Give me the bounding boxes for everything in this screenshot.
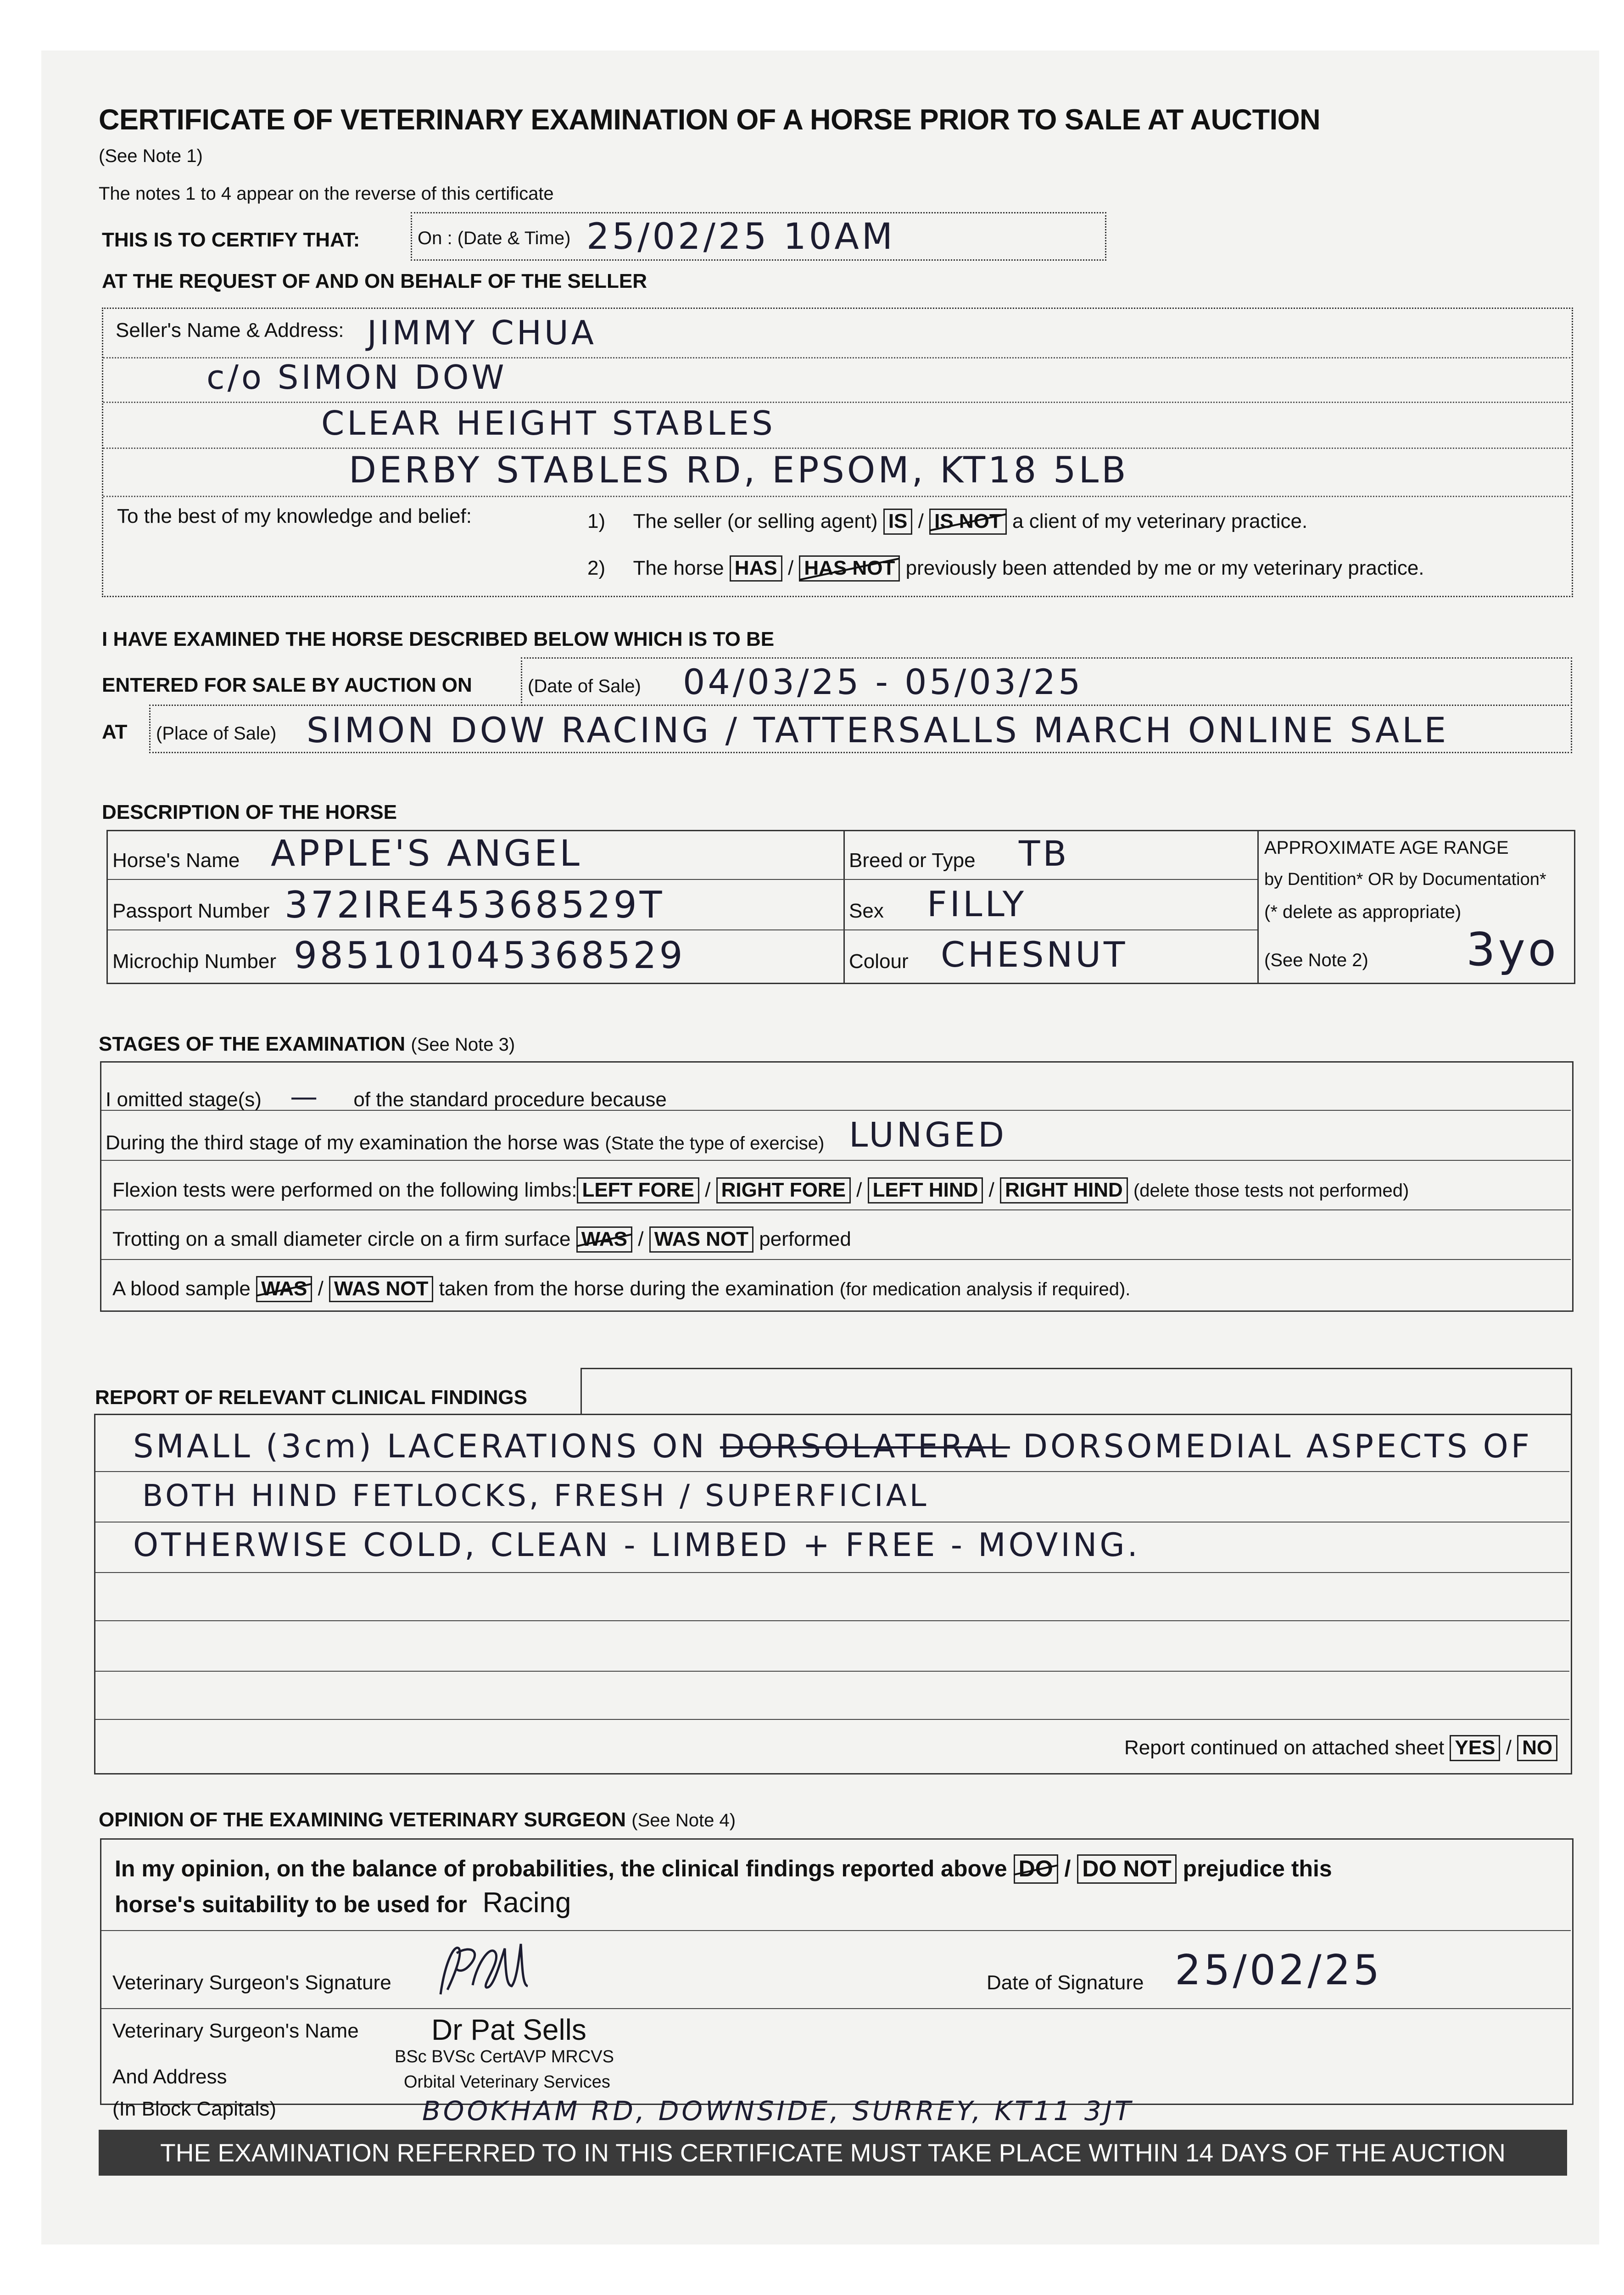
seller-line-3[interactable]: CLEAR HEIGHT STABLES: [321, 404, 776, 442]
blood-was[interactable]: WAS: [256, 1276, 312, 1302]
report-continued: Report continued on attached sheet YES / NO: [1124, 1735, 1557, 1761]
sale-place-box[interactable]: [149, 705, 1572, 753]
entered-label: ENTERED FOR SALE BY AUCTION ON: [102, 674, 472, 696]
on-date-label: On : (Date & Time): [418, 228, 571, 248]
option-has-not[interactable]: HAS NOT: [799, 555, 900, 582]
request-line: AT THE REQUEST OF AND ON BEHALF OF THE SELLER: [102, 270, 647, 292]
opinion-text-line-1: In my opinion, on the balance of probabilities, the clinical findings reported above DO / DO NOT prejudice this: [115, 1854, 1332, 1884]
report-continued-no[interactable]: NO: [1517, 1735, 1557, 1761]
date-of-signature-label: Date of Signature: [987, 1971, 1144, 1994]
seller-label: Seller's Name & Address:: [116, 319, 344, 341]
horse-name-label: Horse's Name: [112, 849, 240, 872]
age-value[interactable]: 3yo: [1466, 923, 1559, 976]
option-is-not[interactable]: IS NOT: [929, 509, 1007, 535]
sale-place-value: SIMON DOW RACING / TATTERSALLS MARCH ONLINE SALE: [307, 710, 1449, 750]
option-is[interactable]: IS: [883, 509, 913, 535]
certificate-title: CERTIFICATE OF VETERINARY EXAMINATION OF A HORSE PRIOR TO SALE AT AUCTION: [99, 104, 1321, 136]
breed-value[interactable]: TB: [1019, 833, 1070, 874]
blood-row: A blood sample WAS / WAS NOT taken from the horse during the examination (for medication analysis if required).: [112, 1276, 1130, 1302]
age-heading: APPROXIMATE AGE RANGE: [1264, 838, 1509, 858]
colour-label: Colour: [849, 950, 909, 973]
passport-label: Passport Number: [112, 900, 270, 922]
sale-place-label: (Place of Sale): [156, 723, 277, 744]
vet-address-label: And Address: [112, 2066, 227, 2088]
block-capitals-label: (In Block Capitals): [112, 2098, 277, 2120]
signature-label: Veterinary Surgeon's Signature: [112, 1971, 391, 1994]
flexion-right-fore[interactable]: RIGHT FORE: [716, 1177, 851, 1203]
date-of-signature-value[interactable]: 25/02/25: [1175, 1946, 1383, 1994]
third-stage-value[interactable]: LUNGED: [849, 1115, 1007, 1155]
sex-label: Sex: [849, 900, 884, 922]
flexion-left-fore[interactable]: LEFT FORE: [577, 1177, 699, 1203]
microchip-label: Microchip Number: [112, 950, 276, 973]
sale-date-value: 04/03/25 - 05/03/25: [683, 661, 1083, 702]
vet-name-value[interactable]: Dr Pat Sells: [431, 2013, 586, 2046]
examined-line: I HAVE EXAMINED THE HORSE DESCRIBED BELOW WHICH IS TO BE: [102, 628, 775, 650]
footer-banner: THE EXAMINATION REFERRED TO IN THIS CERTIFICATE MUST TAKE PLACE WITHIN 14 DAYS OF THE AUCTION: [99, 2130, 1567, 2176]
report-continued-yes[interactable]: YES: [1450, 1735, 1500, 1761]
stages-heading: STAGES OF THE EXAMINATION (See Note 3): [99, 1033, 515, 1055]
opinion-heading: OPINION OF THE EXAMINING VETERINARY SURGEON (See Note 4): [99, 1808, 736, 1831]
opinion-do[interactable]: DO: [1014, 1854, 1058, 1884]
statement-seller: 1) The seller (or selling agent) IS / IS NOT a client of my veterinary practice.: [587, 509, 1307, 535]
passport-value[interactable]: 372IRE45368529T: [285, 884, 665, 926]
seller-line-2[interactable]: c/o SIMON DOW: [206, 358, 507, 397]
age-delete-note: (* delete as appropriate): [1264, 902, 1462, 922]
report-line-2[interactable]: BOTH HIND FETLOCKS, FRESH / SUPERFICIAL: [142, 1478, 929, 1513]
omitted-value[interactable]: —: [290, 1081, 321, 1113]
third-stage-row: During the third stage of my examination the horse was (State the type of exercise): [106, 1131, 825, 1154]
description-heading: DESCRIPTION OF THE HORSE: [102, 801, 397, 823]
age-see-note: (See Note 2): [1264, 950, 1368, 970]
opinion-text-line-2: horse's suitability to be used for Racing: [115, 1887, 571, 1919]
statement-horse: 2) The horse HAS / HAS NOT previously been attended by me or my veterinary practice.: [587, 555, 1424, 582]
seller-line-1[interactable]: JIMMY CHUA: [367, 313, 597, 352]
trotting-was-not[interactable]: WAS NOT: [649, 1226, 753, 1253]
report-heading-box: [580, 1368, 1572, 1415]
breed-label: Breed or Type: [849, 849, 976, 872]
vet-name-label: Veterinary Surgeon's Name: [112, 2020, 359, 2042]
on-date-value: 25/02/25 10AM: [586, 216, 896, 257]
signature-image: [431, 1935, 532, 2004]
age-by: by Dentition* OR by Documentation*: [1264, 870, 1546, 889]
report-struck-word: DORSOLATERAL: [720, 1427, 1010, 1465]
omitted-row: I omitted stage(s) — of the standard procedure because: [106, 1081, 667, 1113]
option-has[interactable]: HAS: [730, 555, 782, 582]
sex-value[interactable]: FILLY: [927, 884, 1027, 924]
report-box: [94, 1414, 1572, 1774]
seller-line-4[interactable]: DERBY STABLES RD, EPSOM, KT18 5LB: [349, 450, 1129, 491]
report-line-3[interactable]: OTHERWISE COLD, CLEAN - LIMBED + FREE - MOVING.: [133, 1526, 1140, 1564]
vet-address-value[interactable]: BOOKHAM RD, DOWNSIDE, SURREY, KT11 3JT: [422, 2095, 1134, 2127]
notes-line: The notes 1 to 4 appear on the reverse of this certificate: [99, 184, 554, 204]
vet-practice: Orbital Veterinary Services: [404, 2072, 610, 2092]
opinion-use-value[interactable]: Racing: [482, 1887, 571, 1919]
microchip-value[interactable]: 985101045368529: [294, 934, 686, 977]
colour-value[interactable]: CHESNUT: [941, 934, 1128, 975]
trotting-row: Trotting on a small diameter circle on a firm surface WAS / WAS NOT performed: [112, 1226, 851, 1253]
on-date-box[interactable]: [411, 212, 1106, 261]
at-label: AT: [102, 721, 128, 743]
report-line-1[interactable]: SMALL (3cm) LACERATIONS ON DORSOLATERAL DORSOMEDIAL ASPECTS OF: [133, 1427, 1533, 1465]
see-note-1: (See Note 1): [99, 146, 203, 166]
certify-label: THIS IS TO CERTIFY THAT:: [102, 229, 360, 251]
opinion-do-not[interactable]: DO NOT: [1077, 1854, 1176, 1884]
flexion-row: Flexion tests were performed on the following limbs: LEFT FORE / RIGHT FORE / LEFT HIND / RIGHT HIND (delete those tests not performed): [112, 1177, 1409, 1203]
horse-name-value[interactable]: APPLE'S ANGEL: [271, 833, 582, 874]
sale-date-box[interactable]: [521, 657, 1572, 706]
flexion-right-hind[interactable]: RIGHT HIND: [1000, 1177, 1128, 1203]
report-heading: REPORT OF RELEVANT CLINICAL FINDINGS: [95, 1386, 527, 1409]
vet-qualifications: BSc BVSc CertAVP MRCVS: [395, 2047, 614, 2066]
knowledge-label: To the best of my knowledge and belief:: [117, 505, 472, 527]
trotting-was[interactable]: WAS: [576, 1226, 632, 1253]
blood-was-not[interactable]: WAS NOT: [329, 1276, 433, 1302]
flexion-left-hind[interactable]: LEFT HIND: [868, 1177, 983, 1203]
sale-date-label: (Date of Sale): [528, 676, 641, 696]
